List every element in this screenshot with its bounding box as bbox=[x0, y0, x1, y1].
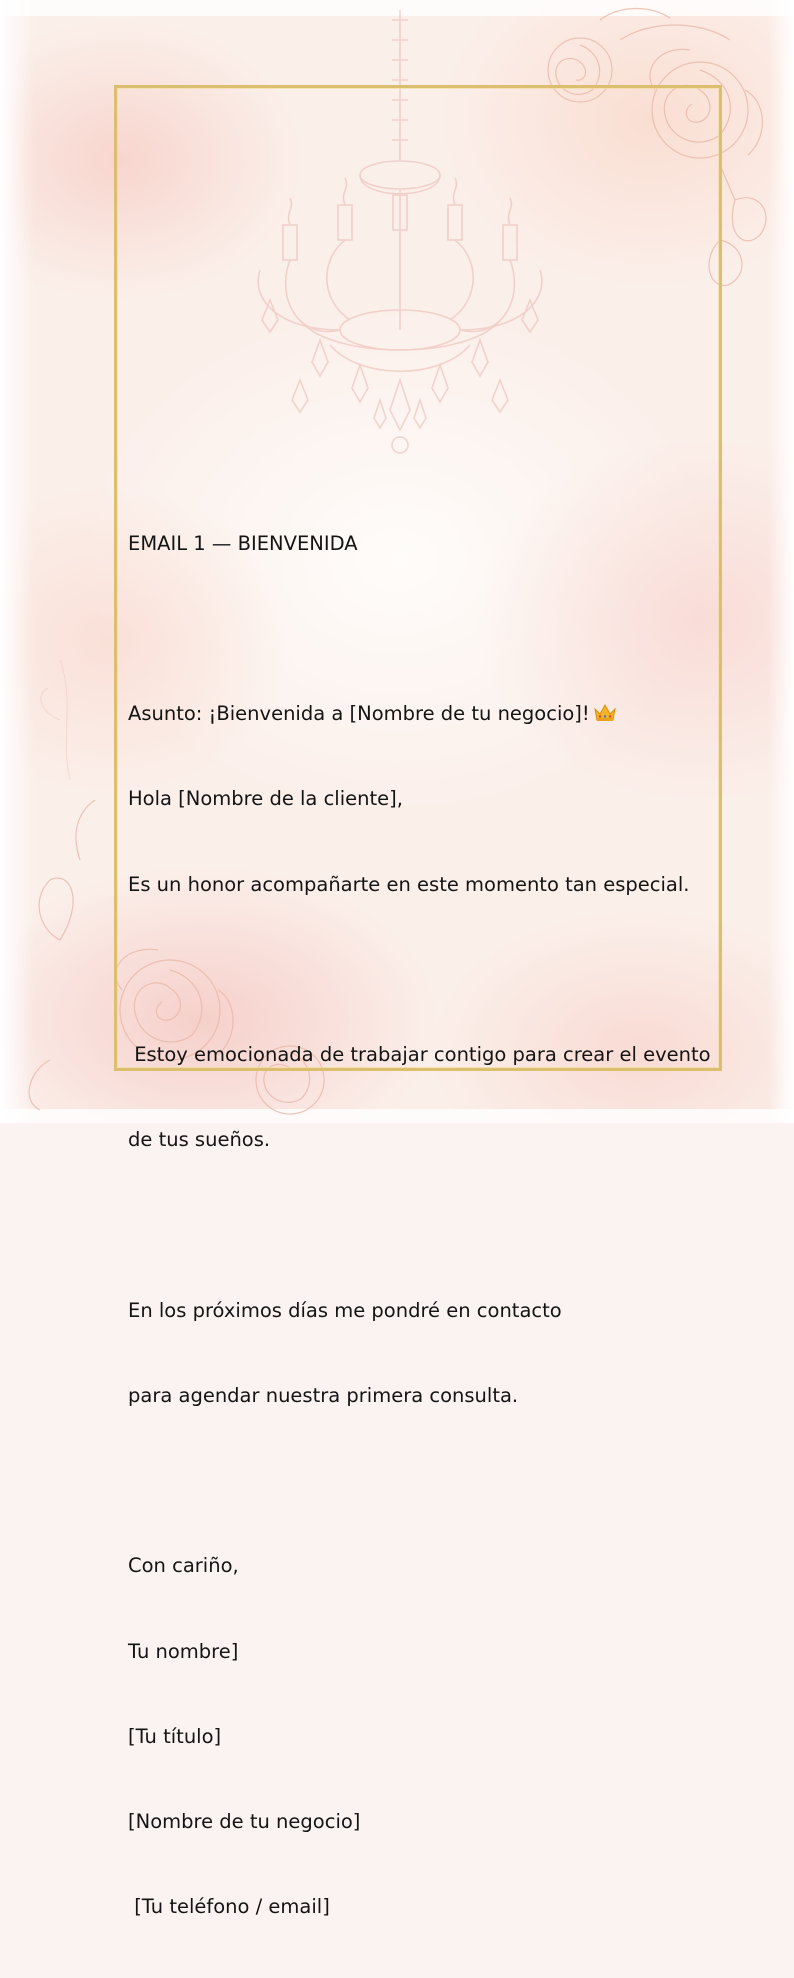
body-paragraph-1-line-2: de tus sueños. bbox=[128, 1128, 271, 1152]
signature-name: Tu nombre] bbox=[128, 1639, 239, 1663]
blank-line bbox=[128, 1212, 718, 1240]
subject-line bbox=[128, 700, 718, 728]
signature-business: [Nombre de tu negocio] bbox=[128, 1810, 361, 1834]
intro-paragraph: Es un honor acompañarte en este momento tan especial. bbox=[128, 872, 690, 896]
subject-text: Asunto: ¡Bienvenida a [Nombre de tu negocio]! bbox=[128, 702, 590, 726]
signature-contact: [Tu teléfono / email] bbox=[128, 1895, 330, 1919]
blank-line bbox=[128, 956, 718, 984]
signature-title: [Tu título] bbox=[128, 1724, 222, 1748]
greeting: Hola [Nombre de la cliente], bbox=[128, 787, 403, 811]
body-paragraph-2-line-1: En los próximos días me pondré en contacto bbox=[128, 1298, 562, 1322]
email-template-text bbox=[128, 473, 718, 1978]
body-paragraph-2-line-2: para agendar nuestra primera consulta. bbox=[128, 1383, 519, 1407]
closing: Con cariño, bbox=[128, 1554, 239, 1578]
crown-icon bbox=[594, 703, 616, 723]
email-heading: EMAIL 1 — BIENVENIDA bbox=[128, 531, 358, 555]
body-paragraph-1-line-1: Estoy emocionada de trabajar contigo para crear el evento bbox=[128, 1043, 711, 1067]
blank-line bbox=[128, 1467, 718, 1495]
blank-line bbox=[128, 615, 718, 643]
